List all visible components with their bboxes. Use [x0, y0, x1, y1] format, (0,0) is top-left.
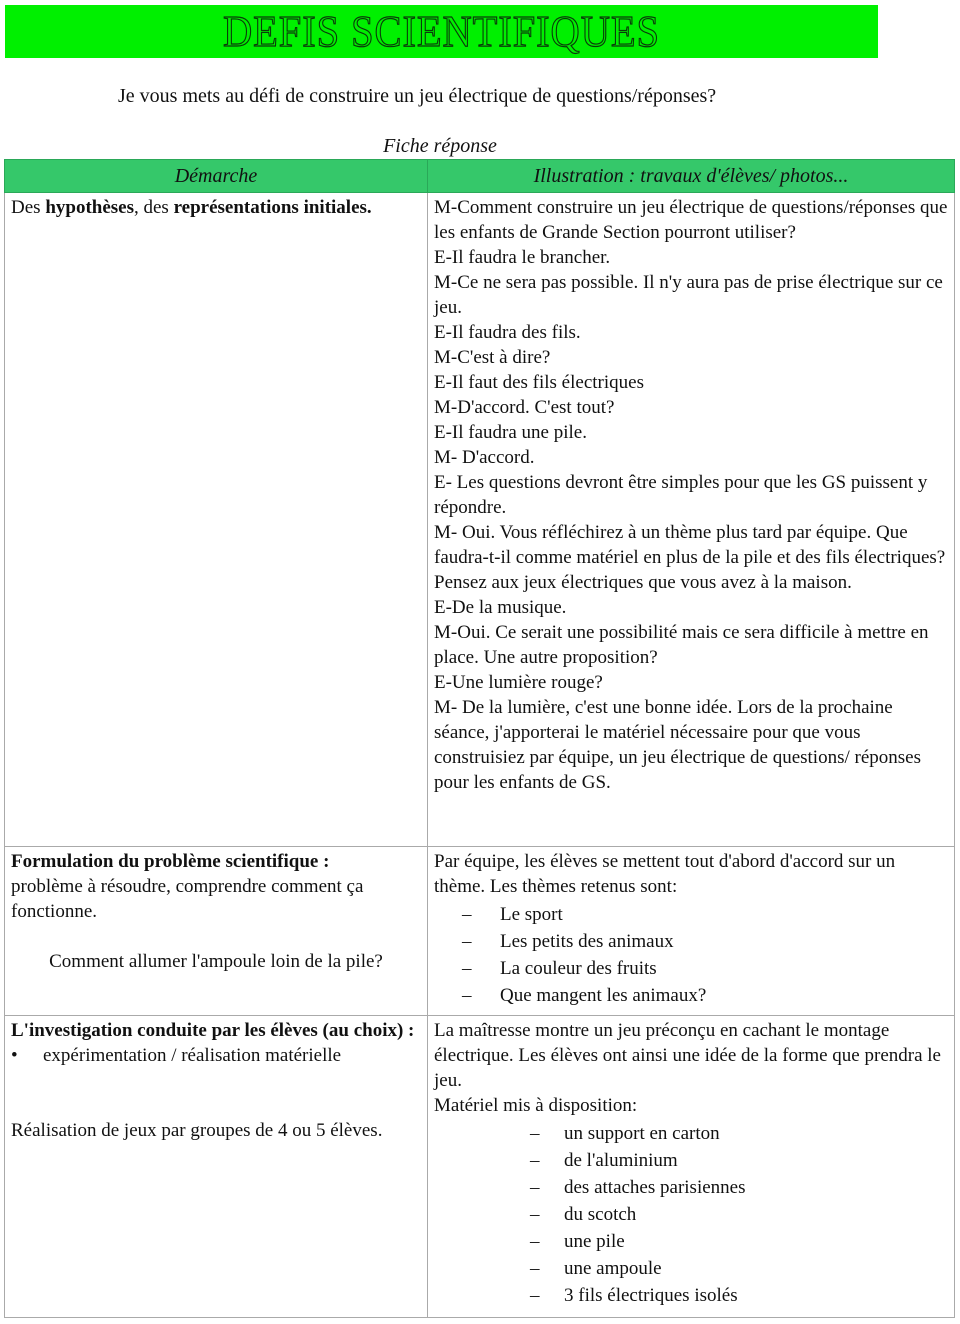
dialogue-line: E- Les questions devront être simples pour que les GS puissent y répondre.	[434, 472, 928, 518]
challenge-text: Je vous mets au défi de construire un jeu électrique de questions/réponses?	[118, 85, 717, 107]
dialogue-line: M- D'accord.	[434, 447, 535, 468]
list-item: – La couleur des fruits	[434, 955, 948, 982]
dash-icon: –	[462, 904, 472, 925]
table-header-row	[5, 160, 955, 193]
table-row-problem	[5, 847, 955, 1016]
dialogue-line: M-Comment construire un jeu électrique de questions/réponses que les enfants de Grande Section pourront utiliser?	[434, 197, 948, 243]
cell-themes	[428, 847, 955, 1016]
list-item: – Que mangent les animaux?	[434, 982, 948, 1009]
list-item: – du scotch	[434, 1201, 948, 1228]
themes-list	[434, 901, 948, 1009]
problem-question: Comment allumer l'ampoule loin de la pile?	[49, 951, 383, 972]
dash-icon: –	[530, 1258, 540, 1279]
dialogue-line: M- De la lumière, c'est une bonne idée. Lors de la prochaine séance, j'apporterai le matériel nécessaire pour que vous construisiez par équipe, un jeu électrique de questions/ réponses pour les enfants de GS.	[434, 697, 921, 793]
list-item: – Le sport	[434, 901, 948, 928]
problem-heading: Formulation du problème scientifique :	[11, 851, 330, 872]
dialogue-line: M-D'accord. C'est tout?	[434, 397, 615, 418]
materials-list	[434, 1120, 948, 1309]
representations-term: représentations initiales.	[173, 197, 372, 218]
list-item: – une pile	[434, 1228, 948, 1255]
list-item: • expérimentation / réalisation matérielle	[11, 1045, 342, 1066]
dialogue-line: E-Il faudra une pile.	[434, 422, 587, 443]
problem-description: problème à résoudre, comprendre comment ça fonctionne.	[11, 876, 364, 922]
dash-icon: –	[462, 985, 472, 1006]
answer-sheet-table	[4, 159, 955, 1318]
materials-label: Matériel mis à disposition:	[434, 1095, 638, 1116]
cell-hypotheses-step: Des hypothèses, des représentations initiales.	[5, 193, 428, 847]
dialogue-line: E-Il faudra des fils.	[434, 322, 581, 343]
list-item: – des attaches parisiennes	[434, 1174, 948, 1201]
column-header-demarche: Démarche	[5, 160, 428, 193]
cell-dialogue	[428, 193, 955, 847]
materials-intro: La maîtresse montre un jeu préconçu en cachant le montage électrique. Les élèves ont ainsi une idée de la forme que prendra le jeu.	[434, 1020, 941, 1091]
list-item: – une ampoule	[434, 1255, 948, 1282]
column-header-illustration: Illustration : travaux d'élèves/ photos...	[428, 160, 955, 193]
investigation-note: Réalisation de jeux par groupes de 4 ou 5 élèves.	[11, 1120, 383, 1141]
dash-icon: –	[530, 1285, 540, 1306]
dialogue-line: E-Il faudra le brancher.	[434, 247, 611, 268]
dialogue-line: E-Une lumière rouge?	[434, 672, 603, 693]
table-row-hypotheses	[5, 193, 955, 847]
sheet-title: Fiche réponse	[383, 135, 497, 157]
dash-icon: –	[530, 1204, 540, 1225]
dialogue-line: M-C'est à dire?	[434, 347, 551, 368]
dialogue-line: M- Oui. Vous réfléchirez à un thème plus tard par équipe. Que faudra-t-il comme matériel en plus de la pile et des fils électriques? Pensez aux jeux électriques que vous avez à la maison.	[434, 522, 946, 593]
dash-icon: –	[530, 1177, 540, 1198]
dialogue-line: E-Il faut des fils électriques	[434, 372, 644, 393]
cell-investigation-step	[5, 1016, 428, 1318]
dialogue-line: M-Oui. Ce serait une possibilité mais ce sera difficile à mettre en place. Une autre proposition?	[434, 622, 929, 668]
dialogue-line: M-Ce ne sera pas possible. Il n'y aura pas de prise électrique sur ce jeu.	[434, 272, 943, 318]
dash-icon: –	[462, 931, 472, 952]
cell-problem-step	[5, 847, 428, 1016]
dash-icon: –	[530, 1123, 540, 1144]
table-row-investigation	[5, 1016, 955, 1318]
list-item: – un support en carton	[434, 1120, 948, 1147]
dash-icon: –	[530, 1150, 540, 1171]
title-banner	[5, 5, 878, 58]
list-item: – Les petits des animaux	[434, 928, 948, 955]
cell-materials	[428, 1016, 955, 1318]
list-item: – 3 fils électriques isolés	[434, 1282, 948, 1309]
dash-icon: –	[530, 1231, 540, 1252]
investigation-heading: L'investigation conduite par les élèves (au choix) :	[11, 1020, 415, 1041]
page-title: DEFIS SCIENTIFIQUES	[223, 6, 660, 56]
dialogue-line: E-De la musique.	[434, 597, 567, 618]
dash-icon: –	[462, 958, 472, 979]
list-item: – de l'aluminium	[434, 1147, 948, 1174]
themes-intro: Par équipe, les élèves se mettent tout d'abord d'accord sur un thème. Les thèmes retenus sont:	[434, 851, 896, 897]
hypotheses-term: hypothèses	[45, 197, 134, 218]
bullet-icon: •	[11, 1045, 18, 1066]
